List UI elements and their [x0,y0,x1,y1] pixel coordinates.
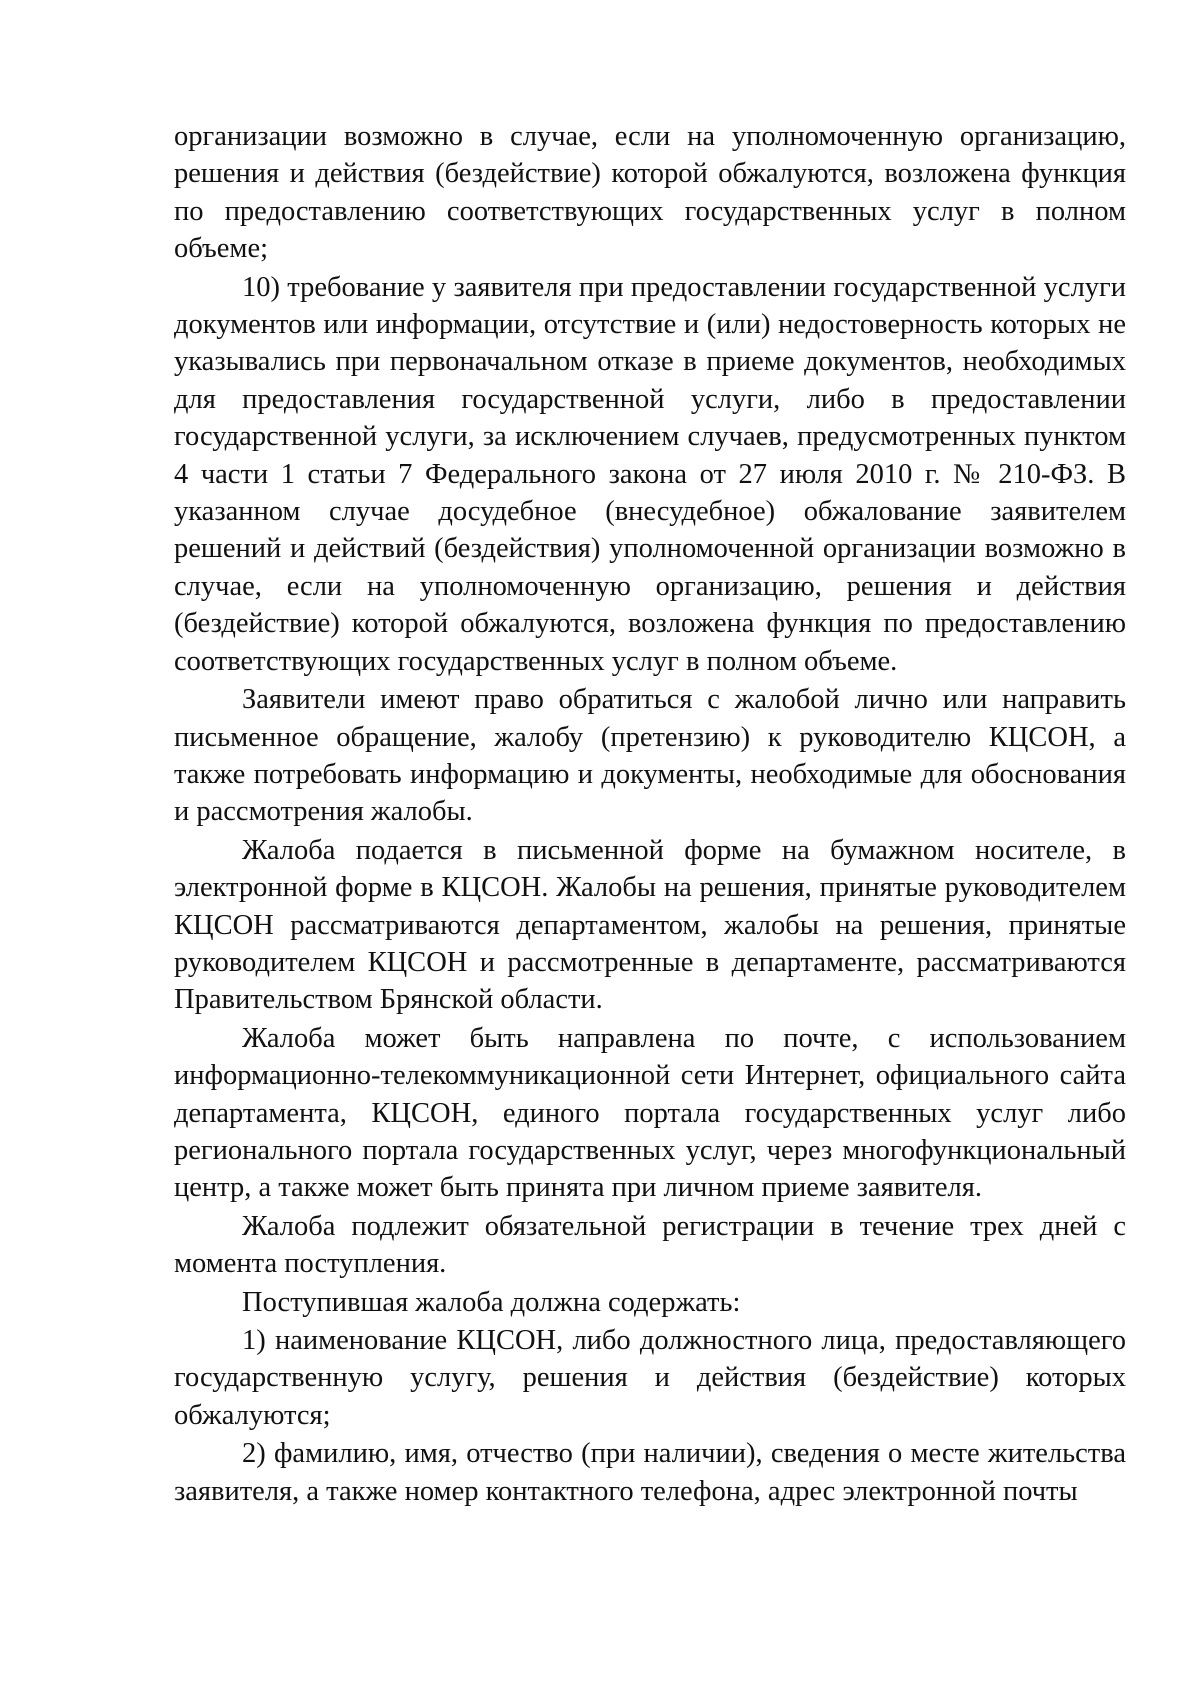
paragraph-complaint-channels: Жалоба может быть направлена по почте, с использованием информационно-телекоммуникационной сети Интернет, официального сайта департамента, КЦСОН, единого портала государственных услуг либо регионального портала государственных услуг, через многофункциональный центр, а также может быть принята при личном приеме заявителя. [174,1022,1126,1204]
paragraph-right-to-complain: Заявители имеют право обратиться с жалобой лично или направить письменное обращение, жалобу (претензию) к руководителю КЦСОН, а также потребовать информацию и документы, необходимые для обоснования и рассмотрения жалобы. [174,684,1126,828]
paragraph-list-item-2: 2) фамилию, имя, отчество (при наличии), сведения о месте жительства заявителя, а также номер контактного телефона, адрес электронной почты [174,1438,1126,1507]
paragraph-complaint-registration: Жалоба подлежит обязательной регистрации в течение трех дней с момента поступления. [174,1210,1126,1280]
paragraph-continuation: организации возможно в случае, если на уполномоченную организацию, решения и действия (бездействие) которой обжалуются, возложена функция по предоставлению соответствующих государственных услуг в полном объеме; [174,121,1126,265]
paragraph-item-10: 10) требование у заявителя при предоставлении государственной услуги документов или информации, отсутствие и (или) недостоверность которых не указывались при первоначальном отказе в приеме документов, необходимых для предоставления государственной услуги, либо в предоставлении государственной услуги, за исключением случаев, предусмотренных пунктом 4 части 1 статьи 7 Федерального закона от 27 июля 2010 г. № 210-ФЗ. В указанном случае досудебное (внесудебное) обжалование заявителем решений и действий (бездействия) уполномоченной организации возможно в случае, если на уполномоченную организацию, решения и действия (бездействие) которой обжалуются, возложена функция по предоставлению соответствующих государственных услуг в полном объеме. [174,271,1126,677]
paragraph-complaint-form: Жалоба подается в письменной форме на бумажном носителе, в электронной форме в КЦСОН. Жалобы на решения, принятые руководителем КЦСОН рассматриваются департаментом, жалобы на решения, принятые руководителем КЦСОН и рассмотренные в департаменте, рассматриваются Правительством Брянской области. [174,834,1126,1016]
document-body [174,118,1126,1510]
paragraph-complaint-contents: Поступившая жалоба должна содержать: [242,1286,741,1318]
paragraph-list-item-1: 1) наименование КЦСОН, либо должностного лица, предоставляющего государственную услугу, решения и действия (бездействие) которых обжалуются; [174,1325,1126,1431]
